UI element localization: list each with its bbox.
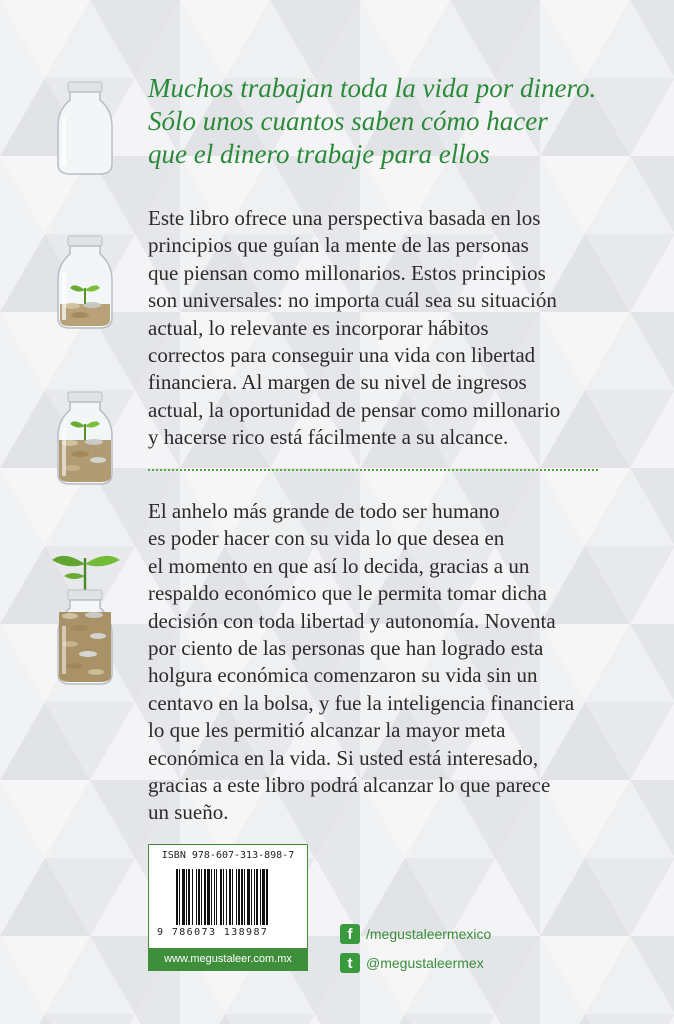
jar-with-coins-and-sprout-image — [50, 232, 120, 332]
text-line: correctos para conseguir una vida con libertad — [148, 343, 536, 368]
dotted-divider — [148, 469, 598, 471]
text-line: y hacerse rico está fácilmente a su alcance. — [148, 425, 509, 450]
description-paragraph-1 — [148, 205, 628, 452]
barcode-box — [148, 844, 308, 971]
facebook-handle: /megustaleermexico — [366, 926, 492, 942]
text-line: el momento en que así lo decida, gracias a un — [148, 553, 530, 578]
text-line: es poder hacer con su vida lo que desea en — [148, 526, 505, 551]
tagline-line: Muchos trabajan toda la vida por dinero. — [148, 73, 597, 103]
text-line: lo que les permitió alcanzar la mayor meta — [148, 718, 506, 743]
tagline-line: que el dinero trabaje para ellos — [148, 139, 490, 169]
text-line: Este libro ofrece una perspectiva basada en los — [148, 206, 541, 230]
jar-full-of-coins-with-plant-image — [44, 548, 126, 688]
barcode-image — [167, 869, 309, 925]
text-line: un sueño. — [148, 800, 229, 825]
text-line: son universales: no importa cuál sea su situación — [148, 288, 557, 313]
text-line: financiera. Al margen de su nivel de ingresos — [148, 370, 527, 395]
text-line: por ciento de las personas que han logrado esta — [148, 636, 544, 661]
tagline-line: Sólo unos cuantos saben cómo hacer — [148, 106, 548, 136]
text-line: actual, la oportunidad de pensar como millonario — [148, 397, 561, 422]
text-line: económica en la vida. Si usted está interesado, — [148, 745, 539, 770]
description-paragraph-2 — [148, 498, 628, 827]
facebook-link[interactable] — [340, 924, 491, 944]
facebook-icon: f — [340, 924, 360, 944]
website-link[interactable]: www.megustaleer.com.mx — [149, 948, 307, 970]
twitter-handle: @megustaleermex — [366, 955, 484, 971]
text-line: principios que guían la mente de las personas — [148, 233, 529, 258]
empty-jar-image — [50, 78, 120, 178]
text-line: centavo en la bolsa, y fue la inteligencia financiera — [148, 690, 575, 715]
barcode-digits: 9 786073 138987 — [157, 927, 269, 938]
text-line: que piensan como millonarios. Estos principios — [148, 260, 546, 285]
text-line: decisión con toda libertad y autonomía. Noventa — [148, 608, 556, 633]
jar-half-full-of-coins-image — [50, 388, 120, 488]
tagline — [148, 72, 658, 171]
twitter-link[interactable] — [340, 953, 484, 973]
text-line: holgura económica comenzaron su vida sin un — [148, 663, 538, 688]
text-line: respaldo económico que le permita tomar dicha — [148, 581, 547, 606]
twitter-icon: t — [340, 953, 360, 973]
isbn-label: ISBN 978-607-313-898-7 — [161, 850, 295, 861]
text-line: gracias a este libro podrá alcanzar lo que parece — [148, 773, 551, 798]
text-line: actual, lo relevante es incorporar hábitos — [148, 315, 489, 340]
text-line: El anhelo más grande de todo ser humano — [148, 499, 500, 523]
